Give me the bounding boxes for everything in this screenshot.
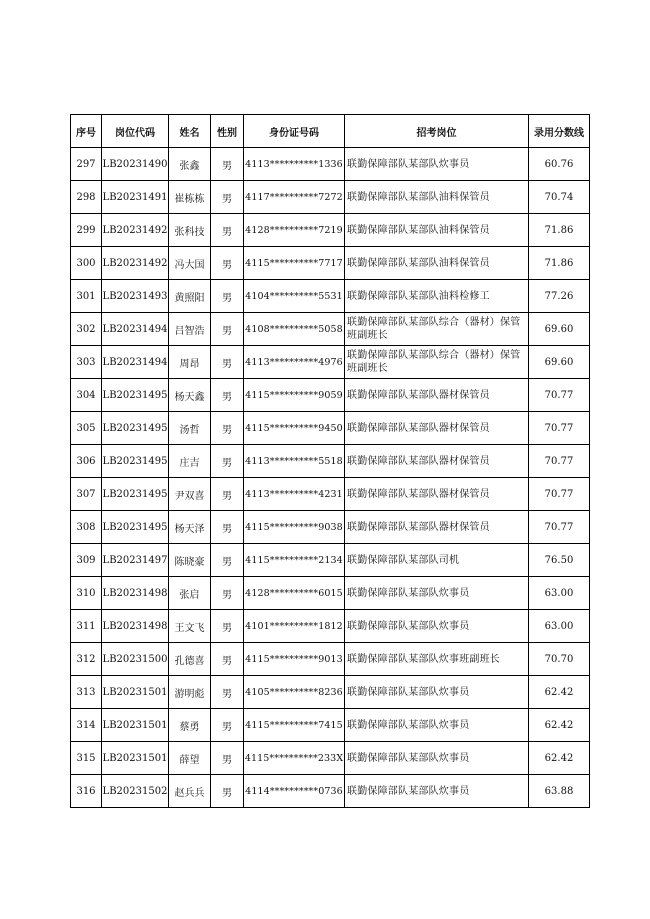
score-cell: 60.76	[529, 148, 590, 181]
name-cell: 张启	[169, 577, 211, 610]
name-cell: 杨天鑫	[169, 379, 211, 412]
position-cell: 联勤保障部队某部队炊事员	[345, 676, 529, 709]
position-cell: 联勤保障部队某部队油料检修工	[345, 280, 529, 313]
name-cell: 庄吉	[169, 445, 211, 478]
gender-cell: 男	[211, 247, 244, 280]
serial-cell: 314	[71, 709, 102, 742]
table-row	[71, 610, 590, 643]
name-cell: 尹双喜	[169, 478, 211, 511]
serial-cell: 298	[71, 181, 102, 214]
name-cell: 吕智浩	[169, 313, 211, 346]
post-code-cell: LB20231494	[102, 313, 169, 346]
gender-cell: 男	[211, 214, 244, 247]
gender-cell: 男	[211, 148, 244, 181]
table-row	[71, 412, 590, 445]
table-row	[71, 478, 590, 511]
position-cell: 联勤保障部队某部队器材保管员	[345, 445, 529, 478]
serial-cell: 300	[71, 247, 102, 280]
serial-cell: 307	[71, 478, 102, 511]
id-number-cell: 4115**********7415	[244, 709, 345, 742]
position-cell: 联勤保障部队某部队油料保管员	[345, 181, 529, 214]
table-row	[71, 709, 590, 742]
position-cell: 联勤保障部队某部队炊事员	[345, 709, 529, 742]
score-cell: 70.77	[529, 379, 590, 412]
table-row	[71, 247, 590, 280]
name-cell: 杨天泽	[169, 511, 211, 544]
gender-cell: 男	[211, 643, 244, 676]
score-cell: 76.50	[529, 544, 590, 577]
position-cell: 联勤保障部队某部队器材保管员	[345, 412, 529, 445]
table-row	[71, 511, 590, 544]
serial-cell: 309	[71, 544, 102, 577]
table-row	[71, 313, 590, 346]
name-cell: 蔡勇	[169, 709, 211, 742]
gender-cell: 男	[211, 511, 244, 544]
serial-cell: 299	[71, 214, 102, 247]
table-row	[71, 742, 590, 775]
post-code-cell: LB20231492	[102, 214, 169, 247]
table-row	[71, 445, 590, 478]
header-serial: 序号	[71, 115, 102, 148]
position-cell: 联勤保障部队某部队油料保管员	[345, 214, 529, 247]
score-cell: 69.60	[529, 313, 590, 346]
id-number-cell: 4113**********4976	[244, 346, 345, 379]
id-number-cell: 4105**********8236	[244, 676, 345, 709]
header-name: 姓名	[169, 115, 211, 148]
position-cell: 联勤保障部队某部队器材保管员	[345, 379, 529, 412]
serial-cell: 312	[71, 643, 102, 676]
post-code-cell: LB20231501	[102, 676, 169, 709]
position-cell: 联勤保障部队某部队炊事员	[345, 577, 529, 610]
gender-cell: 男	[211, 280, 244, 313]
post-code-cell: LB20231491	[102, 181, 169, 214]
score-cell: 77.26	[529, 280, 590, 313]
name-cell: 张鑫	[169, 148, 211, 181]
score-cell: 71.86	[529, 247, 590, 280]
gender-cell: 男	[211, 610, 244, 643]
score-cell: 63.00	[529, 577, 590, 610]
serial-cell: 303	[71, 346, 102, 379]
gender-cell: 男	[211, 379, 244, 412]
score-cell: 70.70	[529, 643, 590, 676]
gender-cell: 男	[211, 412, 244, 445]
position-cell: 联勤保障部队某部队综合（器材）保管班副班长	[345, 346, 529, 379]
serial-cell: 302	[71, 313, 102, 346]
gender-cell: 男	[211, 709, 244, 742]
id-number-cell: 4115**********2134	[244, 544, 345, 577]
header-position: 招考岗位	[345, 115, 529, 148]
name-cell: 周昂	[169, 346, 211, 379]
position-cell: 联勤保障部队某部队炊事员	[345, 742, 529, 775]
gender-cell: 男	[211, 181, 244, 214]
header-post-code: 岗位代码	[102, 115, 169, 148]
position-cell: 联勤保障部队某部队油料保管员	[345, 247, 529, 280]
serial-cell: 308	[71, 511, 102, 544]
id-number-cell: 4117**********7272	[244, 181, 345, 214]
table-row	[71, 643, 590, 676]
post-code-cell: LB20231493	[102, 280, 169, 313]
id-number-cell: 4114**********0736	[244, 775, 345, 808]
header-id-number: 身份证号码	[244, 115, 345, 148]
serial-cell: 304	[71, 379, 102, 412]
name-cell: 王文飞	[169, 610, 211, 643]
score-cell: 62.42	[529, 676, 590, 709]
name-cell: 黄照阳	[169, 280, 211, 313]
name-cell: 赵兵兵	[169, 775, 211, 808]
id-number-cell: 4115**********9450	[244, 412, 345, 445]
id-number-cell: 4115**********7717	[244, 247, 345, 280]
position-cell: 联勤保障部队某部队综合（器材）保管班副班长	[345, 313, 529, 346]
post-code-cell: LB20231495	[102, 445, 169, 478]
post-code-cell: LB20231501	[102, 709, 169, 742]
serial-cell: 313	[71, 676, 102, 709]
serial-cell: 311	[71, 610, 102, 643]
name-cell: 张科技	[169, 214, 211, 247]
gender-cell: 男	[211, 346, 244, 379]
post-code-cell: LB20231501	[102, 742, 169, 775]
score-cell: 62.42	[529, 709, 590, 742]
name-cell: 崔栋栋	[169, 181, 211, 214]
table-row	[71, 676, 590, 709]
id-number-cell: 4101**********1812	[244, 610, 345, 643]
serial-cell: 316	[71, 775, 102, 808]
gender-cell: 男	[211, 676, 244, 709]
id-number-cell: 4108**********5058	[244, 313, 345, 346]
post-code-cell: LB20231497	[102, 544, 169, 577]
position-cell: 联勤保障部队某部队炊事员	[345, 610, 529, 643]
name-cell: 孔德喜	[169, 643, 211, 676]
position-cell: 联勤保障部队某部队炊事班副班长	[345, 643, 529, 676]
id-number-cell: 4115**********9038	[244, 511, 345, 544]
serial-cell: 301	[71, 280, 102, 313]
table-row	[71, 577, 590, 610]
gender-cell: 男	[211, 544, 244, 577]
position-cell: 联勤保障部队某部队器材保管员	[345, 511, 529, 544]
admission-table	[70, 114, 590, 808]
table-row	[71, 280, 590, 313]
id-number-cell: 4104**********5531	[244, 280, 345, 313]
score-cell: 71.86	[529, 214, 590, 247]
score-cell: 70.77	[529, 445, 590, 478]
table-header-row	[71, 115, 590, 148]
name-cell: 薛望	[169, 742, 211, 775]
name-cell: 汤哲	[169, 412, 211, 445]
score-cell: 62.42	[529, 742, 590, 775]
post-code-cell: LB20231495	[102, 511, 169, 544]
post-code-cell: LB20231500	[102, 643, 169, 676]
score-cell: 70.77	[529, 511, 590, 544]
table-row	[71, 544, 590, 577]
post-code-cell: LB20231495	[102, 379, 169, 412]
id-number-cell: 4128**********6015	[244, 577, 345, 610]
name-cell: 冯大国	[169, 247, 211, 280]
gender-cell: 男	[211, 742, 244, 775]
score-cell: 63.00	[529, 610, 590, 643]
post-code-cell: LB20231495	[102, 412, 169, 445]
score-cell: 70.74	[529, 181, 590, 214]
serial-cell: 297	[71, 148, 102, 181]
table-row	[71, 379, 590, 412]
table-row	[71, 148, 590, 181]
position-cell: 联勤保障部队某部队炊事员	[345, 775, 529, 808]
header-gender: 性别	[211, 115, 244, 148]
score-cell: 70.77	[529, 478, 590, 511]
score-cell: 70.77	[529, 412, 590, 445]
id-number-cell: 4113**********5518	[244, 445, 345, 478]
gender-cell: 男	[211, 577, 244, 610]
post-code-cell: LB20231495	[102, 478, 169, 511]
gender-cell: 男	[211, 445, 244, 478]
gender-cell: 男	[211, 313, 244, 346]
id-number-cell: 4113**********1336	[244, 148, 345, 181]
gender-cell: 男	[211, 775, 244, 808]
post-code-cell: LB20231492	[102, 247, 169, 280]
serial-cell: 306	[71, 445, 102, 478]
score-cell: 63.88	[529, 775, 590, 808]
serial-cell: 310	[71, 577, 102, 610]
name-cell: 陈晓豪	[169, 544, 211, 577]
post-code-cell: LB20231498	[102, 610, 169, 643]
position-cell: 联勤保障部队某部队器材保管员	[345, 478, 529, 511]
id-number-cell: 4115**********233X	[244, 742, 345, 775]
table-body	[71, 148, 590, 808]
post-code-cell: LB20231494	[102, 346, 169, 379]
id-number-cell: 4115**********9059	[244, 379, 345, 412]
table-row	[71, 775, 590, 808]
id-number-cell: 4128**********7219	[244, 214, 345, 247]
id-number-cell: 4113**********4231	[244, 478, 345, 511]
table-row	[71, 214, 590, 247]
score-cell: 69.60	[529, 346, 590, 379]
serial-cell: 315	[71, 742, 102, 775]
gender-cell: 男	[211, 478, 244, 511]
id-number-cell: 4115**********9013	[244, 643, 345, 676]
post-code-cell: LB20231498	[102, 577, 169, 610]
table-row	[71, 346, 590, 379]
header-score-line: 录用分数线	[529, 115, 590, 148]
name-cell: 游明彪	[169, 676, 211, 709]
serial-cell: 305	[71, 412, 102, 445]
table-row	[71, 181, 590, 214]
post-code-cell: LB20231490	[102, 148, 169, 181]
post-code-cell: LB20231502	[102, 775, 169, 808]
position-cell: 联勤保障部队某部队司机	[345, 544, 529, 577]
position-cell: 联勤保障部队某部队炊事员	[345, 148, 529, 181]
